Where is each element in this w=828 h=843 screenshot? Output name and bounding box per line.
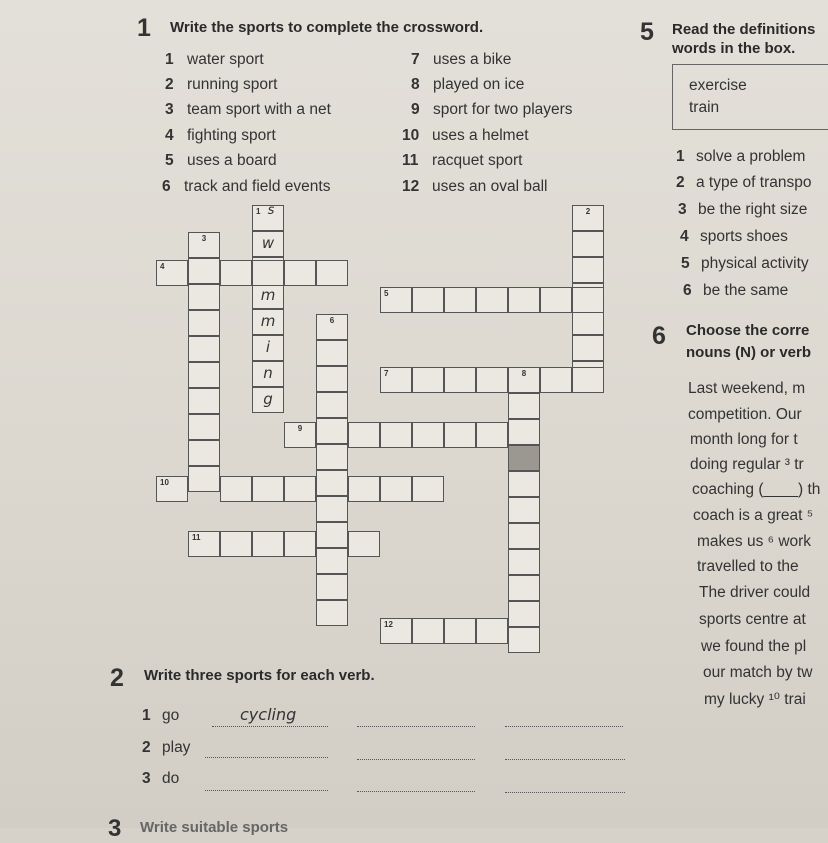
- crossword-letter: s: [267, 203, 275, 218]
- crossword-cell[interactable]: [572, 257, 604, 283]
- crossword-cell[interactable]: [316, 496, 348, 522]
- crossword-cell[interactable]: [380, 367, 412, 393]
- crossword-cell[interactable]: [444, 367, 476, 393]
- crossword-cell[interactable]: [316, 418, 348, 444]
- clue-11: 11 racquet sport: [402, 152, 523, 169]
- crossword-cell[interactable]: [220, 476, 252, 502]
- ex2-blank-2c[interactable]: [505, 759, 625, 760]
- ex6-line: our match by tw: [703, 664, 813, 681]
- crossword-cell[interactable]: [188, 414, 220, 440]
- crossword-cell[interactable]: [508, 549, 540, 575]
- crossword-cell[interactable]: [412, 476, 444, 502]
- ex6-line: doing regular ³ tr: [690, 456, 804, 473]
- crossword-cell[interactable]: [508, 471, 540, 497]
- crossword-clue-number: 7: [384, 369, 389, 378]
- crossword-cell[interactable]: [316, 548, 348, 574]
- crossword-cell[interactable]: [380, 287, 412, 313]
- crossword-cell[interactable]: [316, 340, 348, 366]
- crossword-cell[interactable]: [412, 287, 444, 313]
- clue-10: 10 uses a helmet: [402, 127, 529, 144]
- crossword-cell[interactable]: [348, 422, 380, 448]
- crossword-cell[interactable]: [508, 445, 540, 471]
- ex6-line: we found the pl: [701, 638, 807, 655]
- ex5-item-3: 3 be the right size: [678, 201, 808, 218]
- crossword-cell[interactable]: [252, 205, 284, 231]
- crossword-cell[interactable]: [476, 287, 508, 313]
- crossword-cell[interactable]: [476, 367, 508, 393]
- crossword-cell[interactable]: [188, 258, 220, 284]
- crossword-clue-number: 4: [160, 262, 165, 271]
- ex6-line: competition. Our: [688, 406, 802, 423]
- ex2-blank-1b[interactable]: [357, 726, 475, 727]
- clue-6: 6 track and field events: [162, 178, 331, 195]
- ex6-line: my lucky ¹⁰ trai: [704, 691, 806, 708]
- crossword-cell[interactable]: [316, 470, 348, 496]
- crossword-letter: m: [260, 312, 276, 330]
- crossword-cell[interactable]: [444, 287, 476, 313]
- crossword-cell[interactable]: [572, 367, 604, 393]
- crossword-clue-number: 10: [160, 478, 169, 487]
- exercise-3-number: 3: [108, 815, 122, 842]
- crossword-cell[interactable]: [508, 393, 540, 419]
- ex2-answer-1: cycling: [240, 705, 297, 724]
- crossword-cell[interactable]: [284, 531, 316, 557]
- exercise-1-number: 1: [137, 14, 151, 42]
- ex2-blank-2a[interactable]: [205, 757, 328, 758]
- crossword-cell[interactable]: [572, 287, 604, 313]
- crossword-cell[interactable]: [188, 232, 220, 258]
- ex2-blank-3a[interactable]: [205, 790, 328, 791]
- ex6-line: coaching (____) th: [692, 481, 821, 498]
- word-box-word: train: [689, 99, 720, 116]
- clue-12: 12 uses an oval ball: [402, 178, 548, 195]
- ex2-row-2: 2 play: [142, 739, 191, 756]
- exercise-5-title-line1: Read the definitions: [672, 21, 816, 38]
- ex2-blank-3b[interactable]: [357, 791, 475, 792]
- crossword-cell[interactable]: [188, 284, 220, 310]
- ex2-blank-1a[interactable]: [212, 726, 328, 727]
- crossword-cell[interactable]: [476, 618, 508, 644]
- crossword-cell[interactable]: [572, 205, 604, 231]
- crossword-cell[interactable]: [508, 627, 540, 653]
- crossword-letter: i: [265, 338, 271, 356]
- exercise-2-number: 2: [110, 664, 124, 692]
- exercise-1-title: Write the sports to complete the crossword.: [170, 19, 484, 36]
- ex6-line: sports centre at: [699, 611, 806, 628]
- word-box: [672, 64, 828, 130]
- crossword-cell[interactable]: [508, 601, 540, 627]
- crossword-cell[interactable]: [540, 367, 572, 393]
- ex5-item-4: 4 sports shoes: [680, 228, 788, 245]
- crossword-clue-number: 1: [256, 207, 261, 216]
- crossword-cell[interactable]: [476, 422, 508, 448]
- ex6-line: month long for t: [690, 431, 798, 448]
- crossword-cell[interactable]: [188, 310, 220, 336]
- ex2-blank-1c[interactable]: [505, 726, 623, 727]
- crossword-clue-number: 9: [297, 424, 303, 433]
- ex6-line: Last weekend, m: [688, 380, 806, 397]
- crossword-cell[interactable]: [188, 388, 220, 414]
- crossword-cell[interactable]: [444, 422, 476, 448]
- word-box-word: exercise: [689, 77, 747, 94]
- crossword-cell[interactable]: [220, 531, 252, 557]
- crossword-letter: g: [263, 390, 273, 408]
- crossword-cell[interactable]: [316, 314, 348, 340]
- exercise-6-number: 6: [652, 322, 666, 350]
- crossword-cell[interactable]: [188, 362, 220, 388]
- crossword-cell[interactable]: [252, 387, 284, 413]
- clue-7: 7 uses a bike: [411, 51, 512, 68]
- crossword-cell[interactable]: [316, 522, 348, 548]
- crossword-cell[interactable]: [284, 422, 316, 448]
- crossword-cell[interactable]: [316, 444, 348, 470]
- crossword-cell[interactable]: [412, 422, 444, 448]
- crossword-cell[interactable]: [508, 523, 540, 549]
- crossword-cell[interactable]: [380, 618, 412, 644]
- ex5-item-6: 6 be the same: [683, 282, 789, 299]
- ex6-line: coach is a great ⁵: [693, 507, 814, 524]
- exercise-6-title-line1: Choose the corre: [686, 322, 810, 339]
- clue-2: 2 running sport: [165, 76, 278, 93]
- crossword-cell[interactable]: [572, 335, 604, 361]
- crossword-cell[interactable]: [348, 531, 380, 557]
- crossword-cell[interactable]: [188, 440, 220, 466]
- crossword-cell[interactable]: [156, 476, 188, 502]
- crossword-clue-number: 12: [384, 620, 393, 629]
- clue-3: 3 team sport with a net: [165, 101, 331, 118]
- crossword-cell[interactable]: [444, 618, 476, 644]
- crossword-cell[interactable]: [188, 336, 220, 362]
- crossword-cell[interactable]: [316, 574, 348, 600]
- crossword-clue-number: 6: [329, 316, 335, 325]
- exercise-2-title: Write three sports for each verb.: [144, 667, 375, 684]
- ex2-row-1: 1 go: [142, 707, 180, 724]
- ex5-item-5: 5 physical activity: [681, 255, 809, 272]
- crossword-cell[interactable]: [348, 476, 380, 502]
- crossword-cell[interactable]: [252, 335, 284, 361]
- ex2-blank-3c[interactable]: [505, 792, 625, 793]
- crossword-cell[interactable]: [252, 231, 284, 257]
- clue-5: 5 uses a board: [165, 152, 277, 169]
- crossword-cell[interactable]: [284, 260, 316, 286]
- crossword-cell[interactable]: [284, 476, 316, 502]
- crossword-cell[interactable]: [412, 618, 444, 644]
- crossword-letter: w: [261, 234, 275, 252]
- crossword-cell[interactable]: [252, 309, 284, 335]
- clue-1: 1 water sport: [165, 51, 264, 68]
- crossword-cell[interactable]: [316, 366, 348, 392]
- ex6-line: travelled to the: [697, 558, 799, 575]
- crossword-clue-number: 5: [384, 289, 389, 298]
- crossword-cell[interactable]: [316, 392, 348, 418]
- crossword-clue-number: 2: [585, 207, 591, 216]
- ex2-row-3: 3 do: [142, 770, 180, 787]
- ex5-item-1: 1 solve a problem: [676, 148, 806, 165]
- crossword-letter: n: [263, 364, 273, 382]
- clue-8: 8 played on ice: [411, 76, 525, 93]
- crossword-cell[interactable]: [508, 419, 540, 445]
- clue-4: 4 fighting sport: [165, 127, 276, 144]
- exercise-5-title-line2: words in the box.: [672, 40, 796, 57]
- exercise-5-number: 5: [640, 18, 654, 46]
- ex6-line: makes us ⁶ work: [697, 533, 812, 550]
- crossword-cell[interactable]: [508, 497, 540, 523]
- crossword-cell[interactable]: [540, 287, 572, 313]
- ex5-item-2: 2 a type of transpo: [676, 174, 812, 191]
- crossword-cell[interactable]: [508, 575, 540, 601]
- crossword-cell[interactable]: [252, 476, 284, 502]
- ex2-blank-2b[interactable]: [357, 759, 475, 760]
- crossword-cell[interactable]: [156, 260, 188, 286]
- exercise-6-title-line2: nouns (N) or verb: [686, 344, 812, 361]
- crossword-cell[interactable]: [188, 531, 220, 557]
- exercise-3-title: Write suitable sports: [140, 819, 289, 836]
- crossword-cell[interactable]: [508, 287, 540, 313]
- crossword-clue-number: 3: [201, 234, 207, 243]
- clue-9: 9 sport for two players: [411, 101, 573, 118]
- crossword-cell[interactable]: [412, 367, 444, 393]
- crossword-cell[interactable]: [220, 260, 252, 286]
- crossword-cell[interactable]: [508, 367, 540, 393]
- crossword-cell[interactable]: [316, 600, 348, 626]
- ex6-line: The driver could: [699, 584, 811, 601]
- crossword-letter: m: [260, 286, 276, 304]
- crossword-clue-number: 11: [192, 533, 201, 542]
- crossword-cell[interactable]: [188, 466, 220, 492]
- crossword-cell[interactable]: [252, 531, 284, 557]
- crossword-cell[interactable]: [380, 476, 412, 502]
- crossword-cell[interactable]: [316, 260, 348, 286]
- crossword-cell[interactable]: [380, 422, 412, 448]
- crossword-cell[interactable]: [252, 361, 284, 387]
- crossword-cell[interactable]: [252, 283, 284, 309]
- crossword-cell[interactable]: [252, 260, 284, 286]
- crossword-clue-number: 8: [521, 369, 527, 378]
- crossword-cell[interactable]: [572, 231, 604, 257]
